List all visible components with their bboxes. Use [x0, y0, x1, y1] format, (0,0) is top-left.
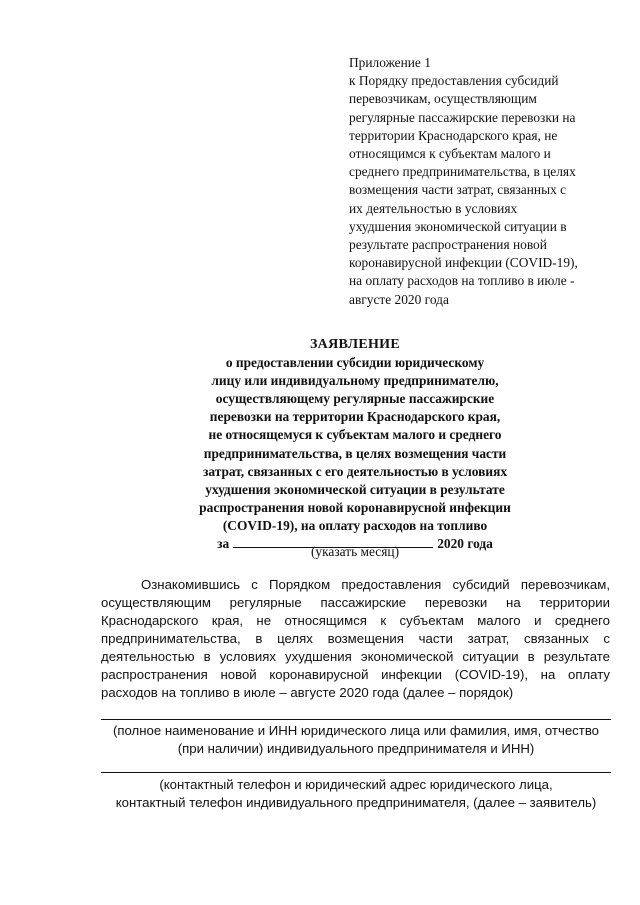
body-line: расходов на топливо в июле – августе 2020 года (далее – порядок) [101, 685, 514, 700]
body-line: Краснодарского края, не относящимся к субъектам малого и среднего [101, 613, 610, 628]
body-paragraph [101, 576, 610, 702]
caption-line: (контактный телефон и юридический адрес юридического лица, [159, 777, 553, 792]
applicant-name-caption [101, 722, 611, 758]
appendix-line: результате распространения новой [349, 237, 547, 253]
heading-line: осуществляющему регулярные пассажирские [215, 391, 495, 407]
document-title: ЗАЯВЛЕНИЕ [309, 337, 400, 352]
heading-line: предпринимательства, в целях возмещения части [203, 445, 507, 461]
heading-line: лицу или индивидуальному предпринимателю, [211, 373, 499, 389]
appendix-line: к Порядку предоставления субсидий [349, 73, 559, 89]
body-line: предпринимательства, в целях возмещения части затрат, связанных с [101, 631, 610, 646]
heading-line: ухудшения экономической ситуации в результате [205, 481, 505, 497]
appendix-line: регулярные пассажирские перевозки на [349, 109, 576, 125]
body-line: деятельностью в условиях ухудшения экономической ситуации в результате [101, 649, 610, 664]
appendix-line: коронавирусной инфекции (COVID-19), [349, 255, 578, 271]
heading-line: о предоставлении субсидии юридическому [225, 355, 485, 371]
appendix-line: относящимся к субъектам малого и [349, 146, 551, 162]
appendix-line: августе 2020 года [349, 291, 449, 307]
applicant-name-blank-line[interactable] [101, 719, 611, 720]
appendix-line: их деятельностью в условиях [349, 200, 518, 216]
caption-line: (полное наименование и ИНН юридического лица или фамилия, имя, отчество [112, 723, 600, 738]
contact-blank-line[interactable] [101, 772, 611, 773]
heading-line: перевозки на территории Краснодарского края, [209, 409, 501, 425]
contact-caption [101, 776, 611, 812]
appendix-line: среднего предпринимательства, в целях [349, 164, 576, 180]
appendix-line: Приложение 1 [349, 55, 431, 70]
body-line: распространения новой коронавирусной инфекции (COVID-19), на оплату [101, 667, 610, 682]
period-prefix: за [217, 536, 230, 552]
caption-line: контактный телефон индивидуального предпринимателя, (далее – заявитель) [115, 795, 597, 810]
body-line: осуществляющим регулярные пассажирские перевозки на территории [101, 595, 610, 610]
period-hint: (указать месяц) [310, 544, 400, 559]
caption-line: (при наличии) индивидуального предпринимателя и ИНН) [177, 741, 535, 756]
appendix-line: на оплату расходов на топливо в июле - [349, 273, 575, 289]
body-line: Ознакомившись с Порядком предоставления субсидий перевозчикам, [141, 577, 610, 592]
heading-line: не относящемуся к субъектам малого и среднего [208, 427, 502, 443]
period-suffix: 2020 года [437, 536, 493, 552]
heading-line: (COVID-19), на оплату расходов на топливо [222, 517, 488, 533]
appendix-line: возмещения части затрат, связанных с [349, 182, 567, 198]
appendix-line: ухудшения экономической ситуации в [349, 218, 567, 234]
heading-line: затрат, связанных с его деятельностью в условиях [202, 463, 508, 479]
appendix-note [349, 54, 611, 309]
appendix-line: перевозчикам, осуществляющим [349, 91, 537, 107]
appendix-line: территории Краснодарского края, не [349, 127, 558, 143]
document-heading [150, 336, 560, 553]
heading-line: распространения новой коронавирусной инфекции [199, 499, 511, 515]
